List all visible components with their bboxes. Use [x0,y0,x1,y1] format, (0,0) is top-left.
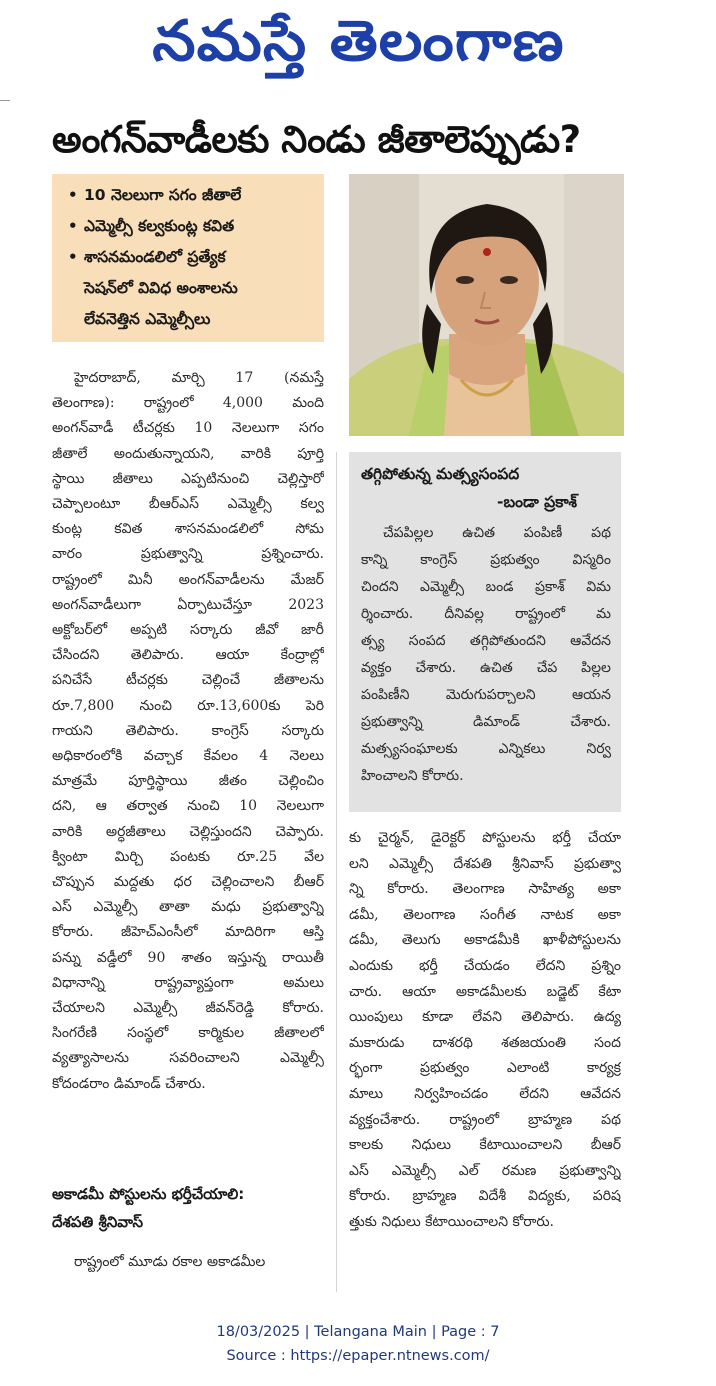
sidebar-title: తగ్గిపోతున్న మత్స్యసంపద [361,465,520,483]
masthead-title: నమస్తే తెలంగాణ [151,9,565,74]
highlight-text: సెషన్‌లో వివిధ అంశాలను [84,279,238,297]
article-line: డమీ, తెలుగు అకాడమీకి ఖాళీపోస్టులను [349,932,621,949]
portrait-illustration [349,174,624,436]
article-line: కుంట్ల కవిత శాసనమండలిలో సోమ [52,521,324,538]
highlight-text: ఎమ్మెల్సీ కల్వకుంట్ల కవిత [84,217,235,235]
highlight-text: శాసనమండలిలో ప్రత్యేక [84,248,226,266]
article-line: ఎస్‌ ఎమ్మెల్సీ ఎల్‌ రమణ ప్రభుత్వాన్ని [349,1162,621,1179]
article-line: క్వింటా మిర్చి పంటకు రూ.25 వేల [52,848,324,865]
footer-source-line: Source : https://epaper.ntnews.com/ [226,1348,490,1364]
article-line: సింగరేణి సంస్థలో కార్మికుల జీతాలలో [52,1025,324,1042]
article-line: న్ని కోరారు. తెలంగాణ సాహిత్య అకా [349,881,621,898]
highlight-bullet [64,211,316,242]
article-line: త్తుకు నిధులు కేటాయించాలని కోరారు. [349,1213,554,1230]
article-line: కోరారు. జీహెచ్‌ఎంసీలో మాదిరిగా ఆస్తి [52,924,324,941]
highlight-bullet [64,180,316,211]
article-line: అంగన్‌వాడీ టీచర్లకు 10 నెలలుగా సగం [52,420,324,437]
article-line: అక్టోబర్‌లో అప్పటి సర్కారు జీవో జారీ [52,622,324,639]
highlights-box [52,174,324,342]
article-line: హించాలని కోరారు. [361,768,464,784]
article-line: మాలు నిర్వహించడం లేదని ఆవేదన [349,1085,621,1102]
article-line: చొప్పున మద్దతు ధర చెల్లించాలని బీఆర్‌ [52,874,324,891]
article-line: వ్యత్యాసాలను సవరించాలని ఎమ్మెల్సీ [52,1050,324,1067]
article-line: ర్శించారు. దీనివల్ల రాష్ట్రంలో మ [361,606,611,622]
article-line: చేసిందని తెలిపారు. ఆయా కేంద్రాల్లో [52,647,324,664]
article-line: వారం ప్రభుత్వాన్ని ప్రశ్నించారు. [52,546,324,563]
article-line: గాయని తెలిపారు. కాంగ్రెస్‌ సర్కారు [52,722,324,739]
academy-subhead-line2: దేశపతి శ్రీనివాస్‌ [52,1213,144,1231]
article-line: వ్యక్తం చేశారు. ఉచిత చేప పిల్లల [361,660,611,676]
article-line: చేపపిల్లల ఉచిత పంపిణీ పథ [383,525,611,541]
masthead [0,0,716,86]
bullet-dot-icon: • [68,217,78,235]
column-divider [336,452,337,1292]
article-line: కాలకు నిధులు కేటాయించాలని బీఆర్‌ [349,1137,621,1154]
article-line: ప్రభుత్వాన్ని డిమాండ్‌ చేశారు. [361,714,611,730]
article-line: యింపులు కూడా లేవని తెలిపారు. ఉద్య [349,1009,621,1026]
article-line: ఎందుకు భర్తీ చేయడం లేదని ప్రశ్నిం [349,957,621,974]
article-line: చెప్పాలంటూ బీఆర్‌ఎస్‌ ఎమ్మెల్సీ కల్వ [52,496,324,513]
article-line: కు చైర్మన్‌, డైరెక్టర్‌ పోస్టులను భర్తీ చేయా [349,830,621,846]
sidebar-body [361,520,611,790]
article-line: డమీ, తెలంగాణ సంగీత నాటక అకా [349,906,621,923]
article-line: దని, ఆ తర్వాత నుంచి 10 నెలలుగా [52,798,324,815]
article-line: పంపిణీని మెరుగుపర్చాలని ఆయన [361,687,611,703]
article-line: జీతాలే అందుతున్నాయని, వారికి పూర్తి [52,445,324,462]
article-line: వారికి అర్ధజీతాలు చెల్లిస్తుందని చెప్పారు. [52,823,324,840]
article-line: చారు. ఆయా అకాడమీలకు బడ్జెట్‌ కేటా [349,983,621,1000]
headline: అంగన్‌వాడీలకు నిండు జీతాలెప్పుడు? [52,118,581,161]
academy-subhead [52,1180,324,1236]
article-line: విధానాన్ని రాష్ట్రవ్యాప్తంగా అమలు [52,974,324,991]
article-line: అధికారంలోకి వచ్చాక కేవలం 4 నెలలు [52,748,324,765]
bullet-dot-icon: • [68,186,78,204]
article-line: తెలంగాణ): రాష్ట్రంలో 4,000 మంది [52,395,324,412]
main-article-body [52,366,324,1097]
article-line: చేయాలని ఎమ్మెల్సీ జీవన్‌రెడ్డి కోరారు. [52,1000,324,1017]
portrait-photo [349,174,624,436]
article-line: రూ.7,800 నుంచి రూ.13,600కు పెరి [52,697,324,714]
footer-edition-line: 18/03/2025 | Telangana Main | Page : 7 [216,1324,500,1340]
article-line: కాన్ని కాంగ్రెస్‌ ప్రభుత్వం విస్మరిం [361,552,611,568]
academy-article-tail [52,1250,324,1275]
frame-rule [0,100,10,101]
academy-article-tail-line: రాష్ట్రంలో మూడు రకాల అకాడమీల [74,1254,266,1270]
fisheries-sidebar [349,452,621,812]
article-line: కోరారు. బ్రాహ్మణ విదేశీ విద్యకు, పరిష [349,1188,621,1205]
article-line: మత్స్యసంఘాలకు ఎన్నికలు నిర్వ [361,741,611,757]
article-line: చిందని ఎమ్మెల్సీ బండ ప్రకాశ్‌ విమ [361,579,611,595]
article-line: కోదండరాం డిమాండ్‌ చేశారు. [52,1075,206,1092]
article-line: స్థాయి జీతాలు ఎప్పటినుంచి చెల్లిస్తారో [52,470,324,487]
highlight-text: లేవనెత్తిన ఎమ్మెల్సీలు [84,310,211,328]
article-line: వ్యక్తంచేశారు. రాష్ట్రంలో బ్రాహ్మణ పథ [349,1111,621,1128]
article-line: పనిచేసే టీచర్లకు చెల్లించే జీతాలను [52,672,324,689]
article-line: మాత్రమే పూర్తిస్థాయి జీతం చెల్లించిం [52,773,324,790]
article-line: లని ఎమ్మెల్సీ దేశపతి శ్రీనివాస్‌ ప్రభుత్వా [349,855,621,872]
article-line: ఎస్‌ ఎమ్మెల్సీ తాతా మధు ప్రభుత్వాన్ని [52,899,324,916]
article-line: హైదరాబాద్‌, మార్చి 17 (నమస్తే [74,370,324,386]
article-line: మకారుడు దాశరథి శతజయంతి సంద [349,1034,621,1051]
sidebar-byline: -బండా ప్రకాశ్‌ [497,493,577,511]
article-line: పన్ను వడ్డీలో 90 శాతం ఇస్తున్న రాయితీ [52,949,324,966]
highlight-text: 10 నెలలుగా సగం జీతాలే [84,186,242,204]
article-line: అంగన్‌వాడీలుగా ఏర్పాటుచేస్తూ 2023 [52,596,324,613]
bullet-dot-icon: • [68,248,78,266]
academy-subhead-line1: అకాడమీ పోస్టులను భర్తీచేయాలి: [52,1185,245,1203]
article-line: రాష్ట్రంలో మినీ అంగన్‌వాడీలను మేజర్‌ [52,571,324,588]
page-footer [0,1320,716,1368]
academy-article-continued [349,826,621,1236]
article-line: త్స్య సంపద తగ్గిపోతుందని ఆవేదన [361,633,611,649]
article-line: ర్భంగా ప్రభుత్వం ఎలాంటి కార్యక్ర [349,1060,621,1077]
highlight-bullet [64,242,316,335]
